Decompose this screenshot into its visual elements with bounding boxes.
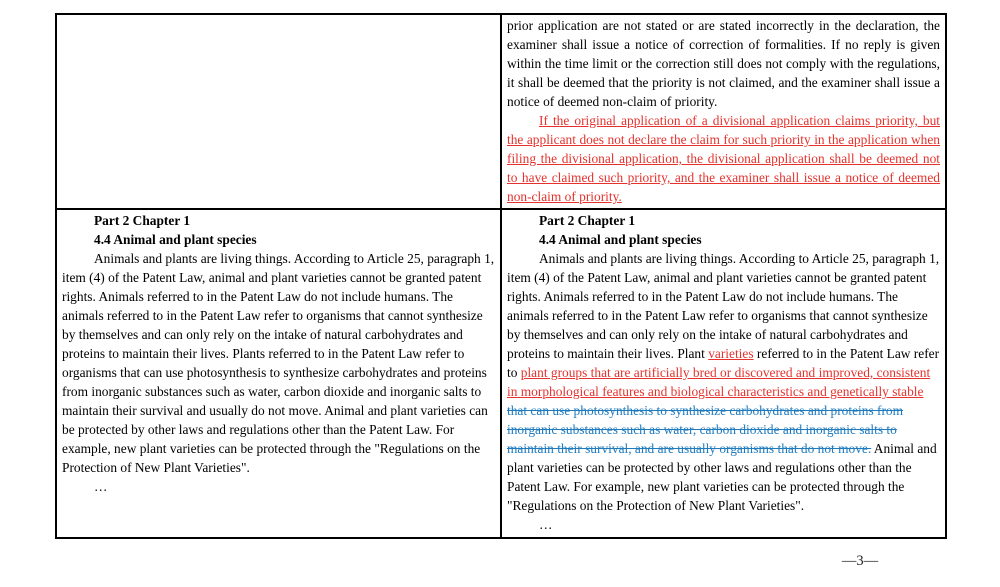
table-row: [56, 14, 946, 209]
heading-paragraph: [62, 211, 495, 230]
table-cell-right: [501, 14, 946, 209]
text-run: …: [539, 517, 553, 532]
text-run: prior application are not stated or are stated incorrectly in the declaration, the examiner shall issue a notice of correction of formalities. If no reply is given within the time limit or the correction still does not comply with the regulations, it shall be deemed that the priority is not claimed, and the examiner shall issue a notice of deemed non-claim of priority.: [507, 18, 940, 109]
body-paragraph: [507, 111, 940, 206]
text-run: Part 2 Chapter 1: [539, 213, 636, 228]
text-run: referred to in the Patent Law refer to: [507, 346, 940, 380]
text-run: Animals and plants are living things. According to Article 25, paragraph 1, item (4) of the Patent Law, animal and plant varieties cannot be granted patent rights. Animals referred to in the Patent Law do not include humans. The animals referred to in the Patent Law refer to organisms that cannot synthesize by themselves and can only rely on the intake of natural carbohydrates and proteins to maintain their lives. Plants referred to in the Patent Law refer to organisms that can use photosynthesis to synthesize carbohydrates and proteins from inorganic substances such as water, carbon dioxide and inorganic salts to maintain their survival and usually do not move. Animal and plant varieties can be protected by other laws and regulations other than the Patent Law. For example, new plant varieties can be protected through the "Regulations on the Protection of New Plant Varieties".: [62, 251, 495, 475]
page-footer: [820, 553, 900, 570]
inserted-text: plant groups that are artificially bred or discovered and improved, consistent in morphological features and biological characteristics and genetically stable: [507, 365, 931, 399]
comparison-table: [55, 13, 947, 539]
text-run: 4.4 Animal and plant species: [94, 232, 257, 247]
text-run: …: [94, 479, 108, 494]
body-paragraph: [507, 16, 940, 111]
body-paragraph: [62, 249, 495, 477]
deleted-text: that can use photosynthesis to synthesize carbohydrates and proteins from inorganic substances such as water, carbon dioxide and inorganic salts to maintain their survival, and are usually organisms that do not move.: [507, 403, 904, 456]
page-number: —3—: [841, 553, 879, 569]
table-cell-left: [56, 209, 501, 538]
text-run: Animals and plants are living things. According to Article 25, paragraph 1, item (4) of the Patent Law, animal and plant varieties cannot be granted patent rights. Animals referred to in the Patent Law do not include humans. The animals referred to in the Patent Law refer to organisms that cannot synthesize by themselves and can only rely on the intake of natural carbohydrates and proteins to maintain their lives. Plant: [507, 251, 940, 361]
inserted-text: varieties: [708, 346, 754, 361]
text-run: Animal and plant varieties can be protected by other laws and regulations other than the Patent Law. For example, new plant varieties can be protected through the "Regulations on the Protection of New Plant Varieties".: [507, 441, 937, 513]
table-cell-right: [501, 209, 946, 538]
text-run: 4.4 Animal and plant species: [539, 232, 702, 247]
text-run: Part 2 Chapter 1: [94, 213, 191, 228]
comparison-table-body: [56, 14, 946, 538]
heading-paragraph: [507, 230, 940, 249]
body-paragraph: [507, 249, 940, 515]
heading-paragraph: [507, 211, 940, 230]
body-paragraph: [62, 477, 495, 496]
table-row: [56, 209, 946, 538]
body-paragraph: [507, 515, 940, 534]
table-cell-left: [56, 14, 501, 209]
heading-paragraph: [62, 230, 495, 249]
inserted-text: If the original application of a divisional application claims priority, but the applicant does not declare the claim for such priority in the application when filing the divisional application, the divisional application shall be deemed not to have claimed such priority, and the examiner shall issue a notice of deemed non-claim of priority.: [507, 113, 940, 204]
